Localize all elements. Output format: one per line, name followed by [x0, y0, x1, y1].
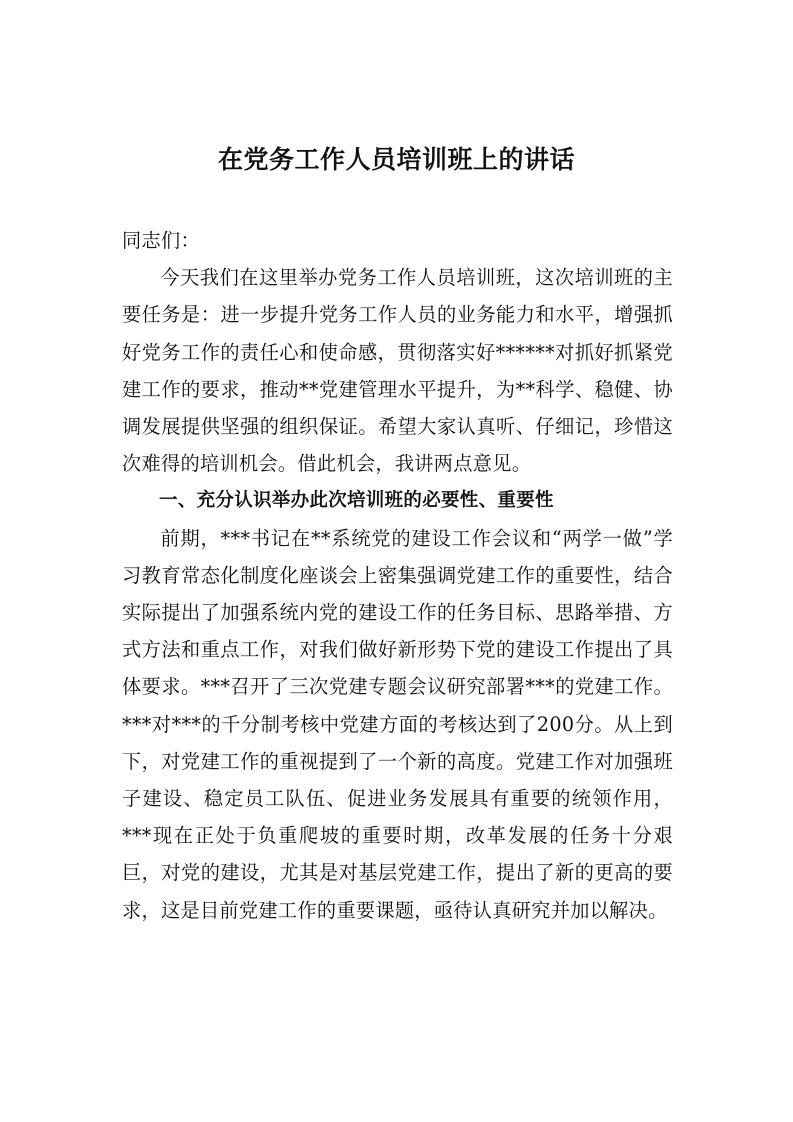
paragraph-section-1: 前期，***书记在**系统党的建设工作会议和“两学一做”学习教育常态化制度化座谈会上密集强调党建工作的重要性，结合实际提出了加强系统内党的建设工作的任务目标、思路举措、方式方法和重点工作，对我们做好新形势下党的建设工作提出了具体要求。***召开了三次党建专题会议研究部署***的党建工作。***对***的千分制考核中党建方面的考核达到了200分。从上到下，对党建工作的重视提到了一个新的高度。党建工作对加强班子建设、稳定员工队伍、促进业务发展具有重要的统领作用，***现在正处于负重爬坡的重要时期，改革发展的任务十分艰巨，对党的建设，尤其是对基层党建工作，提出了新的更高的要求，这是目前党建工作的重要课题，亟待认真研究并加以解决。: [122, 526, 673, 922]
salutation: 同志们：: [122, 229, 200, 252]
paragraph-intro: 今天我们在这里举办党务工作人员培训班，这次培训班的主要任务是：进一步提升党务工作人员的业务能力和水平，增强抓好党务工作的责任心和使命感，贯彻落实好******对抓好抓紧党建工作的要求，推动**党建管理水平提升，为**科学、稳健、协调发展提供坚强的组织保证。希望大家认真听、仔细记，珍惜这次难得的培训机会。借此机会，我讲两点意见。: [122, 266, 673, 476]
document-body: [122, 222, 673, 929]
section-heading-1: 一、充分认识举办此次培训班的必要性、重要性: [159, 490, 554, 512]
document-title: 在党务工作人员培训班上的讲话: [217, 145, 575, 174]
